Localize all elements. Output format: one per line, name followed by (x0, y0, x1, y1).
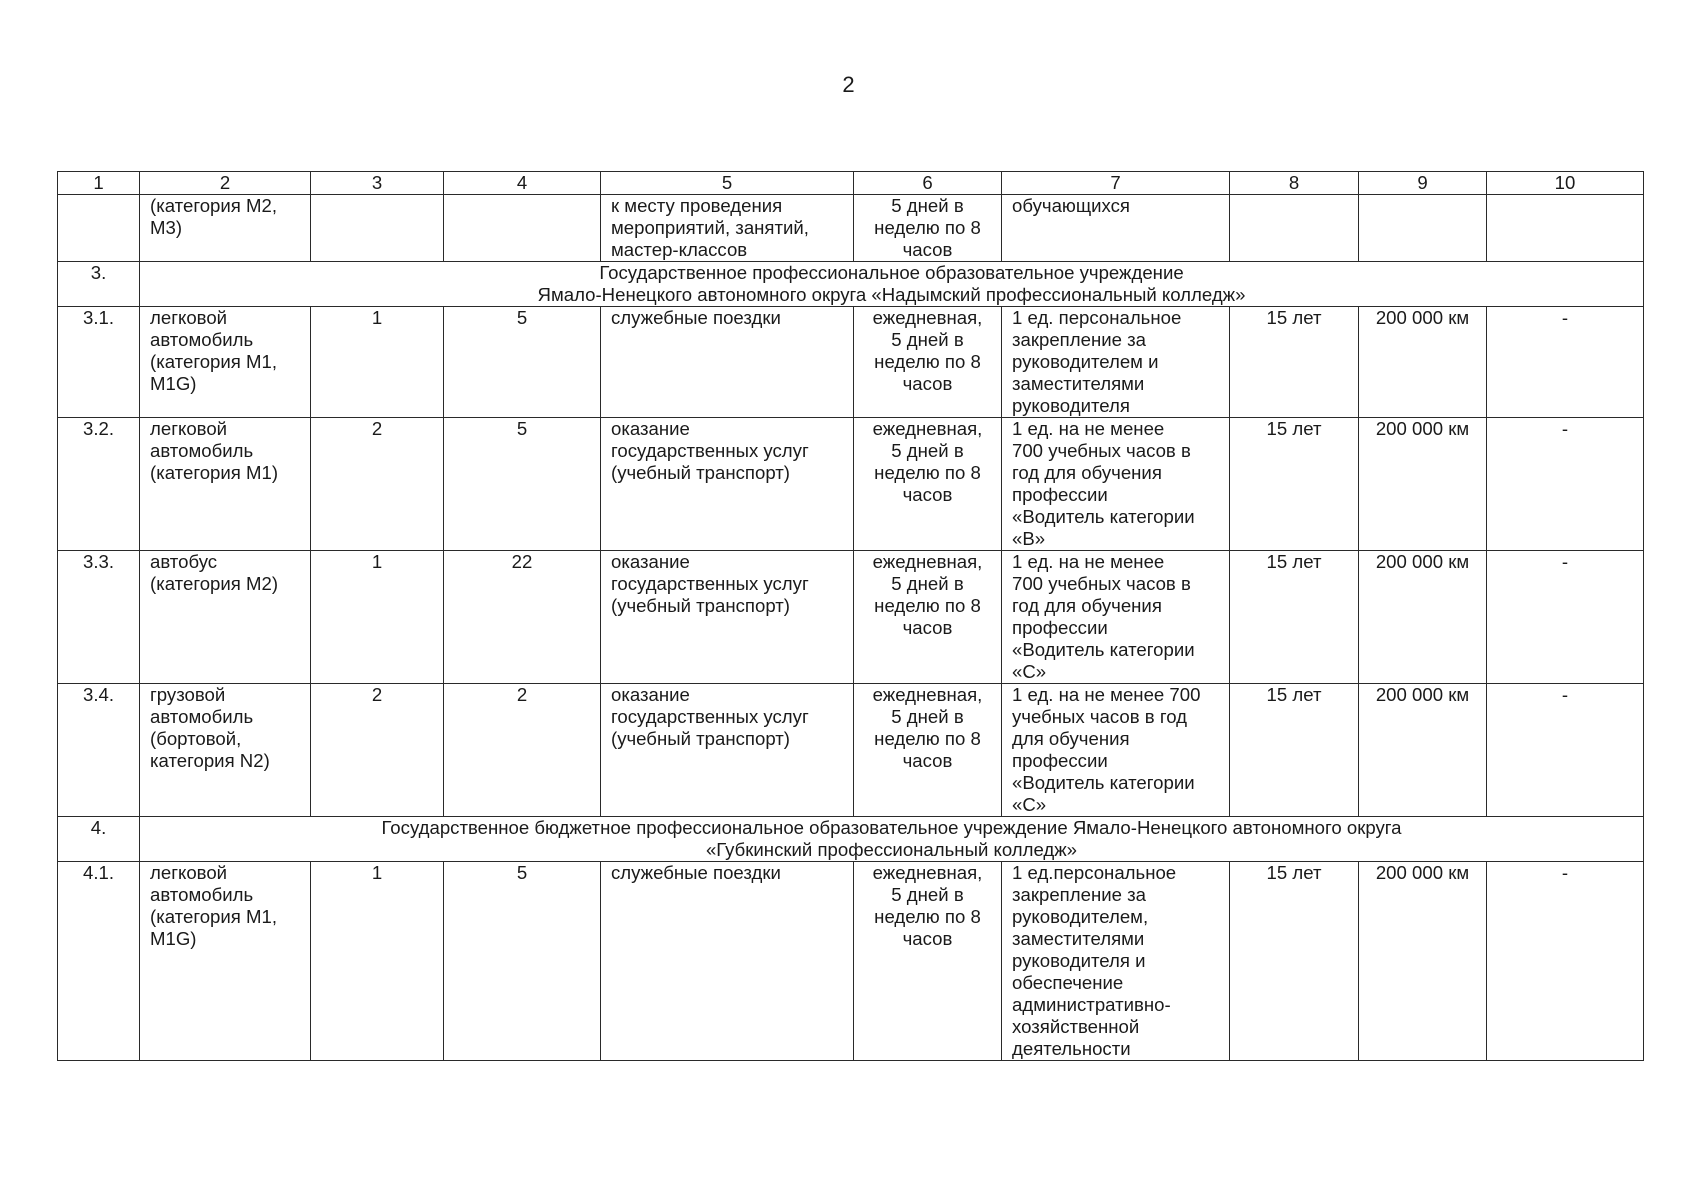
schedule-line: часов (902, 373, 953, 394)
cell-num: 3.4. (58, 684, 140, 817)
col-header-4: 4 (444, 172, 601, 195)
cell-purpose (601, 684, 854, 817)
table-row-3-2 (58, 418, 1644, 551)
cell-vehicle (140, 862, 311, 1061)
cell-term: 15 лет (1230, 307, 1359, 418)
norm-line: 1 ед.персональное (1012, 862, 1177, 883)
cell-seats: 5 (444, 862, 601, 1061)
norm-line: закрепление за (1012, 329, 1146, 350)
table-row-4-1 (58, 862, 1644, 1061)
org-name-line: Государственное бюджетное профессиональное образовательное учреждение Ямало-Ненецкого автономного округа (381, 817, 1402, 838)
norm-line: административно- (1012, 994, 1171, 1015)
cell-note: - (1487, 418, 1644, 551)
vehicle-line: (категория М1, (150, 906, 277, 927)
norm-line: «С» (1012, 661, 1047, 682)
schedule-line: часов (902, 239, 953, 260)
org-name-line: Ямало-Ненецкого автономного округа «Надымский профессиональный колледж» (537, 284, 1246, 305)
vehicle-line: (бортовой, (150, 728, 242, 749)
cell-norm (1002, 684, 1230, 817)
schedule-line: ежедневная, (872, 551, 983, 572)
schedule-line: часов (902, 750, 953, 771)
cell-vehicle (140, 195, 311, 262)
schedule-line: неделю по 8 (874, 462, 981, 483)
cell-schedule (854, 684, 1002, 817)
cell-term: 15 лет (1230, 684, 1359, 817)
norm-line: руководителя и (1012, 950, 1146, 971)
table-row-3-3 (58, 551, 1644, 684)
cell-seats: 5 (444, 418, 601, 551)
norm-line: для обучения (1012, 728, 1130, 749)
schedule-line: часов (902, 617, 953, 638)
norm-line: «С» (1012, 794, 1047, 815)
col-header-6: 6 (854, 172, 1002, 195)
cell-term (1230, 195, 1359, 262)
schedule-line: неделю по 8 (874, 217, 981, 238)
cell-norm (1002, 862, 1230, 1061)
norm-line: закрепление за (1012, 884, 1146, 905)
norm-line: профессии (1012, 617, 1108, 638)
norm-line: 1 ед. на не менее (1012, 418, 1165, 439)
org-header-row-4 (58, 817, 1644, 862)
vehicle-norms-table (57, 171, 1644, 1061)
norm-line: «Водитель категории (1012, 772, 1195, 793)
column-number-header-row (58, 172, 1644, 195)
schedule-line: неделю по 8 (874, 728, 981, 749)
cell-num: 3.3. (58, 551, 140, 684)
cell-purpose (601, 307, 854, 418)
norm-line: руководителя (1012, 395, 1130, 416)
cell-norm (1002, 307, 1230, 418)
vehicle-line: автомобиль (150, 884, 254, 905)
purpose-line: мастер-классов (611, 239, 748, 260)
norm-line: обеспечение (1012, 972, 1124, 993)
norm-line: деятельности (1012, 1038, 1131, 1059)
cell-note: - (1487, 551, 1644, 684)
norm-line: заместителями (1012, 373, 1145, 394)
col-header-8: 8 (1230, 172, 1359, 195)
org-number: 4. (58, 817, 140, 862)
org-name (140, 817, 1644, 862)
vehicle-line: (категория М1) (150, 462, 279, 483)
cell-purpose (601, 551, 854, 684)
cell-seats: 5 (444, 307, 601, 418)
vehicle-line: (категория М2) (150, 573, 279, 594)
cell-purpose (601, 195, 854, 262)
purpose-line: оказание (611, 684, 690, 705)
schedule-line: неделю по 8 (874, 351, 981, 372)
col-header-10: 10 (1487, 172, 1644, 195)
cell-norm (1002, 195, 1230, 262)
cell-vehicle (140, 307, 311, 418)
vehicle-line: автомобиль (150, 706, 254, 727)
cell-qty: 1 (311, 551, 444, 684)
vehicle-line: легковой (150, 862, 228, 883)
schedule-line: 5 дней в (891, 195, 964, 216)
schedule-line: часов (902, 928, 953, 949)
vehicle-line: легковой (150, 307, 228, 328)
col-header-5: 5 (601, 172, 854, 195)
vehicle-line: (категория М2, (150, 195, 277, 216)
cell-schedule (854, 195, 1002, 262)
org-name (140, 262, 1644, 307)
norm-line: профессии (1012, 484, 1108, 505)
cell-qty: 2 (311, 684, 444, 817)
continuation-row (58, 195, 1644, 262)
table-row-3-4 (58, 684, 1644, 817)
norm-line: профессии (1012, 750, 1108, 771)
cell-qty: 1 (311, 307, 444, 418)
org-name-line: Государственное профессиональное образовательное учреждение (599, 262, 1184, 283)
cell-num (58, 195, 140, 262)
norm-line: руководителем и (1012, 351, 1159, 372)
vehicle-line: М1G) (150, 373, 197, 394)
col-header-9: 9 (1359, 172, 1487, 195)
vehicle-line: легковой (150, 418, 228, 439)
norm-line: 1 ед. на не менее 700 (1012, 684, 1201, 705)
cell-norm (1002, 418, 1230, 551)
purpose-line: оказание (611, 551, 690, 572)
cell-vehicle (140, 684, 311, 817)
schedule-line: 5 дней в (891, 573, 964, 594)
cell-qty: 2 (311, 418, 444, 551)
org-header-row-3 (58, 262, 1644, 307)
cell-note: - (1487, 684, 1644, 817)
cell-vehicle (140, 418, 311, 551)
cell-vehicle (140, 551, 311, 684)
norm-line: хозяйственной (1012, 1016, 1140, 1037)
org-name-line: «Губкинский профессиональный колледж» (705, 839, 1078, 860)
norm-line: учебных часов в год (1012, 706, 1187, 727)
purpose-line: (учебный транспорт) (611, 595, 790, 616)
cell-term: 15 лет (1230, 418, 1359, 551)
cell-mileage: 200 000 км (1359, 551, 1487, 684)
cell-purpose (601, 418, 854, 551)
cell-seats: 22 (444, 551, 601, 684)
purpose-line: мероприятий, занятий, (611, 217, 809, 238)
schedule-line: ежедневная, (872, 684, 983, 705)
col-header-7: 7 (1002, 172, 1230, 195)
schedule-line: часов (902, 484, 953, 505)
cell-mileage: 200 000 км (1359, 684, 1487, 817)
schedule-line: 5 дней в (891, 440, 964, 461)
purpose-line: государственных услуг (611, 440, 809, 461)
cell-num: 4.1. (58, 862, 140, 1061)
vehicle-line: категория N2) (150, 750, 270, 771)
cell-term: 15 лет (1230, 551, 1359, 684)
page-number: 2 (842, 72, 855, 97)
norm-line: «Водитель категории (1012, 639, 1195, 660)
norm-line: руководителем, (1012, 906, 1149, 927)
schedule-line: 5 дней в (891, 329, 964, 350)
norm-line: заместителями (1012, 928, 1145, 949)
norm-line: 1 ед. на не менее (1012, 551, 1165, 572)
cell-mileage: 200 000 км (1359, 418, 1487, 551)
vehicle-line: автобус (150, 551, 218, 572)
schedule-line: ежедневная, (872, 307, 983, 328)
schedule-line: 5 дней в (891, 706, 964, 727)
cell-mileage: 200 000 км (1359, 862, 1487, 1061)
cell-seats (444, 195, 601, 262)
cell-num: 3.1. (58, 307, 140, 418)
col-header-2: 2 (140, 172, 311, 195)
vehicle-line: автомобиль (150, 440, 254, 461)
purpose-line: (учебный транспорт) (611, 462, 790, 483)
cell-schedule (854, 418, 1002, 551)
cell-qty (311, 195, 444, 262)
col-header-3: 3 (311, 172, 444, 195)
norm-line: 700 учебных часов в (1012, 573, 1191, 594)
cell-note: - (1487, 862, 1644, 1061)
col-header-1: 1 (58, 172, 140, 195)
purpose-line: к месту проведения (611, 195, 783, 216)
cell-qty: 1 (311, 862, 444, 1061)
purpose-line: государственных услуг (611, 706, 809, 727)
cell-note: - (1487, 307, 1644, 418)
vehicle-line: автомобиль (150, 329, 254, 350)
schedule-line: неделю по 8 (874, 906, 981, 927)
org-number: 3. (58, 262, 140, 307)
cell-norm (1002, 551, 1230, 684)
vehicle-line: М3) (150, 217, 183, 238)
cell-mileage (1359, 195, 1487, 262)
cell-num: 3.2. (58, 418, 140, 551)
vehicle-line: (категория М1, (150, 351, 277, 372)
norm-line: год для обучения (1012, 595, 1162, 616)
vehicle-line: грузовой (150, 684, 226, 705)
norm-line: 1 ед. персональное (1012, 307, 1182, 328)
table-row-3-1 (58, 307, 1644, 418)
norm-line: год для обучения (1012, 462, 1162, 483)
purpose-line: государственных услуг (611, 573, 809, 594)
cell-mileage: 200 000 км (1359, 307, 1487, 418)
cell-schedule (854, 551, 1002, 684)
vehicle-line: М1G) (150, 928, 197, 949)
purpose-line: служебные поездки (611, 307, 781, 328)
norm-line: «Водитель категории (1012, 506, 1195, 527)
schedule-line: ежедневная, (872, 418, 983, 439)
purpose-line: (учебный транспорт) (611, 728, 790, 749)
cell-term: 15 лет (1230, 862, 1359, 1061)
cell-schedule (854, 862, 1002, 1061)
cell-purpose (601, 862, 854, 1061)
norm-line: обучающихся (1012, 195, 1130, 216)
purpose-line: оказание (611, 418, 690, 439)
schedule-line: 5 дней в (891, 884, 964, 905)
cell-note (1487, 195, 1644, 262)
cell-seats: 2 (444, 684, 601, 817)
norm-line: 700 учебных часов в (1012, 440, 1191, 461)
schedule-line: ежедневная, (872, 862, 983, 883)
norm-line: «В» (1012, 528, 1046, 549)
schedule-line: неделю по 8 (874, 595, 981, 616)
purpose-line: служебные поездки (611, 862, 781, 883)
cell-schedule (854, 307, 1002, 418)
